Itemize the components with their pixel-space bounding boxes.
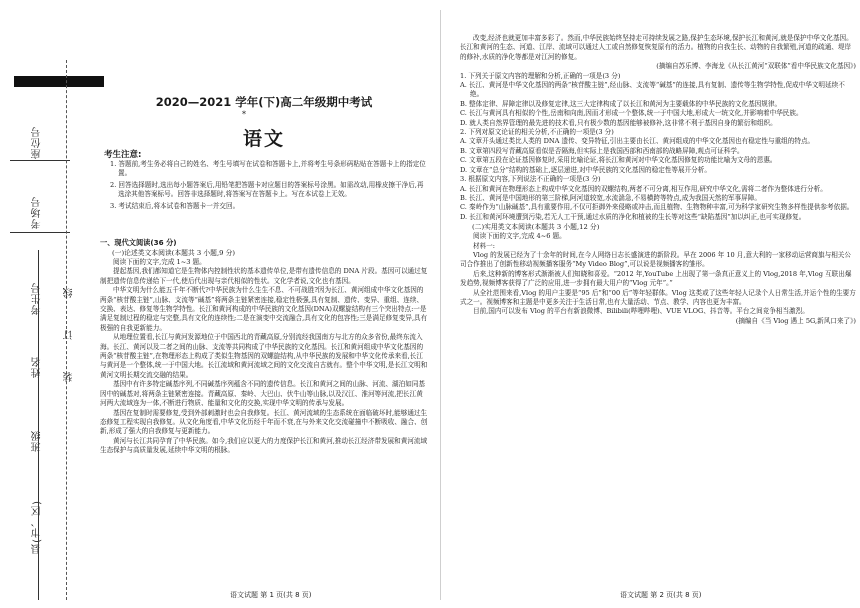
cut-word-order: 订: [64, 330, 75, 340]
paragraph: 从地理位置看,长江与黄河发源地位于中国西北的青藏高原,分别流经我国南方与北方的众多省份,最终东流入海。长江、黄河以及二者之间的山脉、支流等共同构成了中华民族的文化基因。长江和黄河组成中华文化基因的两条“核苷酸主链”,在物理形态上构成了类似生物基因的双螺旋结构,从中华民族的发展和中华文化传承来看,长江与黄河是一个整体,统一于中国大地。长江流域和黄河流域之间的文化交流自古就有。整个中华文明,是长江文明和黄河文明长期交流交融的结果。: [100, 333, 428, 379]
paragraph: 目前,国内可以发布 Vlog 的平台有新浪微博、Bilibili(哔哩哔哩)、VUE VLOG、抖音等。平台之间竞争相当激烈。: [473, 307, 809, 316]
option: D. 文章在“总分”结构的基础上,逐层递进,对中华民族的文化基因的稳定性等展开分析。: [460, 165, 711, 174]
title-mark: *: [242, 110, 246, 119]
county-label: 县(市、区): [32, 500, 43, 554]
source-citation: (摘编自《当 Vlog 遇上 5G,新风口来了》): [735, 316, 856, 325]
paragraph: 改变,经济也就更加丰富多彩了。然而,中华民族始终坚持走可持续发展之路,保护生态环境,保护长江和黄河,就是保护中华文化基因。长江和黄河的生态、河道、江岸、流域可以通过人工或自然修复恢复原有的活力。植物的自我生长、动物的自我繁殖,河道的疏通、堤岸的修补,水质的净化等都是对江河的修复。: [460, 34, 853, 61]
option: C. 文章第五段在论证基因修复时,采用比喻论证,将长江和黄河对中华文化基因修复的功能比喻为文母的恩惠。: [460, 156, 777, 165]
question: 3. 根据原文内容,下列说法不正确的一项是(3 分): [460, 175, 601, 184]
exam-room-line: [10, 232, 70, 233]
right-page: [440, 0, 860, 608]
student-number-label: 考生号: [32, 282, 43, 315]
option: D. 长江和黄河环境遭到污染,若无人工干预,通过水质的净化和植被的生长等对这些“缺陷基因”加以纠正,也可实现修复。: [460, 212, 806, 221]
option: B. 文章第四段写青藏高原看似是否隔海,但实际上是我国西部和西南部的战略屏障,观点可证科学。: [460, 146, 744, 155]
paragraph: 基因中有许多特定碱基序列,不同碱基序列蕴含不同的遗传信息。长江和黄河之间的山脉、河流、湖泊如同基因中的碱基对,将两条主链紧密连接。青藏高原、秦岭、大巴山、伏牛山等山脉,以及汉江、淮河等河流,把长江黄河两大流域连为一体,不断进行物质、能量和文化的交换,实现中华文明的传承与发展。: [100, 380, 426, 408]
left-body: [100, 238, 428, 456]
class-label: 班级: [32, 430, 43, 452]
instruction: 阅读下面的文字,完成 1~3 题。: [113, 258, 206, 266]
subsection-heading: (二)实用类文本阅读(本题共 3 小题,12 分): [472, 223, 600, 232]
binding-field-line: [38, 250, 39, 600]
material-label: 材料一:: [473, 241, 496, 250]
paragraph: 后来,这种新的博客形式渐渐被人们知晓和喜爱。“2012 年,YouTube 上出现了第一条真正意义上的 Vlog,2018 年,Vlog 互联出爆发趋势,视频博客获得了广泛的应用,进一步拥有最大用户的“Vlog 元年”。”: [460, 269, 852, 288]
notice-list: [110, 160, 428, 213]
paragraph: Vlog 的发展已经为了十余年的时间,在今人网络日志长盛演进的新阶段。早在 2006 年 10 月,意大利的一家移动运营商旗与相关公司合作推出了创新性移动视频播客服务“My Video Blog”,可以说是视频播客的雏形。: [460, 250, 851, 269]
right-footer: 语文试题 第 2 页(共 8 页): [620, 591, 702, 599]
left-footer: 语文试题 第 1 页(共 8 页): [230, 591, 312, 599]
option: A. 长江、黄河是中华文化基因的两条“核苷酸主链”,经山脉、支流等“碱基”的连接,具有复制、遗传等生物学特性,促成中华文明延续不绝。: [460, 81, 845, 99]
exam-title: 2020—2021 学年(下)高二年级期中考试: [155, 95, 373, 109]
question: 2. 下列对原文论证的相关分析,不正确的一项是(3 分): [460, 128, 614, 137]
section-heading: 一、现代文阅读(36 分): [100, 238, 177, 247]
option: C. 长江与黄河具有相似的个性,岳南和向南,因而才形成一个整体,统一于中国大地,形成大一统文化,并影响着中华民族。: [460, 109, 803, 118]
option: B. 长江、黄河是中国地形的第三阶梯,阿河道较宽,水流湍急,不易横跨等特点,成为我国天然的军事屏障。: [460, 193, 761, 202]
notice-item: 2. 回答选择题时,选出每小题答案后,用铅笔把答题卡对应题目的答案标号涂黑。如需改动,用橡皮擦干净后,再选涂其他答案标号。回答非选择题时,将答案写在答题卡上。写在本试卷上无效。: [110, 180, 424, 199]
option: D. 就人类自然界管理的最先进的技术看,只有极少数的基因能够被修补,这非常不利于基因自身的繁衍和组织。: [460, 118, 777, 127]
seat-number-line: [10, 160, 70, 161]
option: C. 秦岭作为“山脉碱基”,具有重要作用,不仅可拒御外来侵略或冲击,而且植物、生物物种丰富,可为科学家研究生物多样性提供参考依据。: [460, 203, 854, 212]
cut-word-bind: 装: [64, 372, 75, 382]
paragraph: 基因在复制时需要修复,受到外部刺激时也会自我修复。长江、黄河流域的生态系统在面临破坏时,能够通过生态修复工程实现自我修复。从文化角度看,中华文化历经千年而不衰,在与外来文化交流碰撞中不断吸收、融合、创新,形成了强大的自我修复与更新能力。: [100, 408, 428, 436]
source-citation: (摘编自苏乐博、李海龙《从长江黄河“双联体”看中华民族文化基因》): [656, 62, 856, 71]
paragraph: 黄河与长江共同孕育了中华民族。如今,我们应以更大的力度保护长江和黄河,推动长江经济带发展和黄河流域生态保护与高质量发展,延续中华文明的根脉。: [100, 436, 428, 455]
question: 1. 下列关于原文内容的理解和分析,正确的一项是(3 分): [460, 71, 621, 80]
binding-strip: [0, 0, 92, 608]
subject-title: 语文: [242, 128, 285, 150]
seat-number-label: 座位号: [32, 126, 43, 159]
name-label: 姓名: [32, 356, 43, 378]
option: A. 文章开头通过类比人类的 DNA 遗传、变异特征,引出主要由长江、黄河组成的中华文化基因也有稳定性与重组的特点。: [460, 137, 815, 146]
exam-room-label: 考场号: [32, 196, 43, 229]
notice-item: 1. 答题前,考生务必将自己的姓名、考生号填写在试卷和答题卡上,并将考生号条形码粘贴在答题卡上的指定位置。: [110, 160, 426, 178]
paragraph: 从全社范围来看,Vlog 的用户主要是“95 后”和“00 后”等年轻群体。Vlog 这类或了这些年轻人记录个人日常生活,并运个性的生要方式之一。视频博客和主题是中更多关注于生活日常,也有大量活动、节点、教学、内容也更为丰富。: [460, 288, 856, 306]
paragraph: 中华文明为什么能五千年不断代?中华民族为什么生生不息、不可战胜?因为长江、黄河组成中华文化基因的两条“核苷酸主链”,山脉、支流等“碱基”将两条主链紧密连接,稳定性极强,具有复制、遗传、变异、重组、连续、交换、表达、修复等生物学特性。长江和黄河构成的中华民族的文化基因(DNA)双螺旋结构有三个突出特点:一是满足复制过程的稳定与完整,具有文化的连续性;二是在演变中交流融合,具有文化的包容性;三是满足修复变异,具有极强的自我更新能力。: [100, 286, 428, 332]
right-body: [460, 34, 856, 326]
instruction: 阅读下面的文字,完成 4~6 题。: [473, 232, 566, 241]
notice-title: 考生注意:: [104, 150, 142, 160]
notice-item: 3. 考试结束后,将本试卷和答题卡一并交回。: [110, 201, 240, 210]
paragraph: 提起基因,我们都知道它是生物体内控制性状的基本遗传单位,是带有遗传信息的 DNA 片段。基因可以通过复制把遗传信息传递给下一代,使后代出现与亲代相似的性状。文化学者说,文化也有基因。: [100, 267, 428, 285]
binding-black-bar: [14, 76, 104, 87]
subsection-heading: (一)论述类文本阅读(本题共 3 小题,9 分): [112, 249, 236, 257]
cut-word-line: 线: [64, 288, 75, 298]
option: B. 整体定律、屏障定律以及修复定律,这三大定律构成了以长江和黄河为主要载体的中华民族的文化基因规律。: [460, 99, 782, 108]
option: A. 长江和黄河在物理形态上构成中华文化基因的双螺结构,两者不可分离,相互作用,研究中华文化,需将二者作为整体进行分析。: [460, 184, 827, 193]
